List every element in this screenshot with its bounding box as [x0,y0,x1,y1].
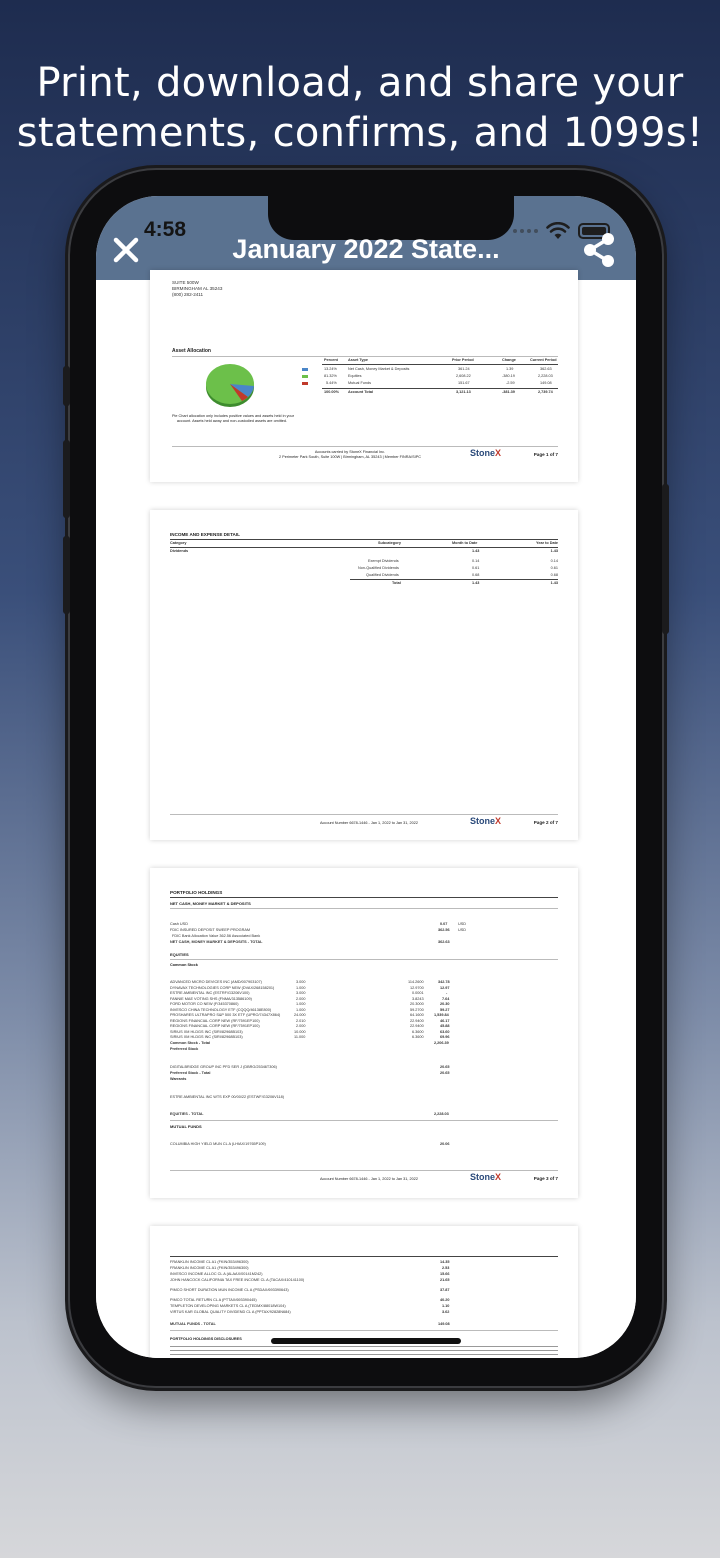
stonex-logo: StoneX [470,1172,502,1182]
allocation-row: 81.32% Equities 2,608.22 -380.19 2,228.03 [298,374,558,380]
stock-row: INVESCO CHINA TECHNOLOGY ETF (CQQQ/46138E800) 1.000 59.2700 59.27 [170,1007,450,1012]
cash-row: Cash USD 0.07 USD [170,922,467,926]
fund-row: PIMCO SHORT DURATION MUN INCOME CL A (PSDAX/693390643) 37.87 [170,1288,450,1292]
status-time: 4:58 [144,218,187,241]
page-3-footer: Account Number 6678-1446 - Jan 1, 2022 to Jan 31, 2022 [320,1177,418,1181]
page-number: Page 1 of 7 [533,452,558,457]
income-category-row: Dividends 1.43 1.43 [170,549,558,553]
asset-allocation-pie-chart [204,362,256,408]
pie-note: Pie Chart allocation only includes positive values and assets held in your account. Assets held away and non-custodied assets are omitted. [172,414,294,423]
income-total-row: Total 1.43 1.43 [392,581,558,585]
close-icon[interactable] [110,234,142,266]
preferred-total-row: Preferred Stock - Total 20.65 [170,1071,450,1075]
mutual-fund-row: COLUMBIA HIGH YIELD MUN CL A (LHIAX/19765P109) 20.06 [170,1142,450,1146]
navigation-bar [96,196,636,280]
cash-total-row: NET CASH, MONEY MARKET & DEPOSITS - TOTAL 362.63 [170,940,450,944]
headline-line-1: Print, download, and share your [36,60,684,106]
silent-switch [63,366,70,406]
page-2-footer: Account Number 6678-1446 - Jan 1, 2022 to Jan 31, 2022 [320,821,418,825]
stock-row: PROSHARES ULTRAPRO S&P 500 3X ETF (UPRO/74347X864) 24.000 64.1600 1,539.84 [170,1013,449,1017]
fund-row: FRANKLIN INCOME CL A1 (FKIN/353496300) 2.53 [170,1266,450,1270]
volume-up-button [63,440,70,518]
portfolio-holdings-title: PORTFOLIO HOLDINGS [170,890,223,895]
pdf-viewer[interactable] [96,280,636,1358]
stock-row: ADVANCED MICRO DEVICES INC (AMD/007903107) 3.000 114.2600 342.78 [170,980,450,984]
headline [0,58,720,158]
cash-row: FDIC Bank Allocation Value 362.56 Associated Bank [172,934,261,938]
allocation-row: 5.44% Mutual Funds 151.67 -2.59 149.08 [298,381,558,387]
home-indicator[interactable] [271,1338,461,1344]
common-stock-title: Common Stock [170,963,198,967]
share-icon[interactable] [582,232,616,268]
statement-page-2 [150,510,578,840]
address-block: SUITE 500W BIRMINGHAM AL 35243 (800) 282-2411 [172,280,223,297]
fund-row: INVESCO INCOME ALLOC CL A (ALAAX/00141M242) 15.66 [170,1272,450,1276]
volume-down-button [63,536,70,614]
cellular-signal-icon [513,229,538,233]
preferred-label: Preferred Stock [170,1047,199,1051]
cash-section-title: NET CASH, MONEY MARKET & DEPOSITS [170,901,251,906]
power-button [662,484,669,634]
cash-row: FDIC INSURED DEPOSIT SWEEP PROGRAM 362.56 USD [170,928,467,932]
stock-row: SIRIUS XM HLDGS INC (SIRI/82968B103) 11.000 6.3600 69.96 [170,1035,450,1039]
headline-line-2: statements, confirms, and 1099s! [16,110,704,156]
stonex-logo: StoneX [470,448,502,458]
stock-row: FANNIE MAE VOTING SHS (FNMA/313586109) 2.000 3.8243 7.64 [170,996,450,1001]
statement-title: January 2022 State... [232,234,500,264]
fund-row: JOHN HANCOCK CALIFORNIA TAX FREE INCOME CL A (TACAX/410141100) 21.65 [170,1278,450,1282]
fund-row: PIMCO TOTAL RETURN CL A (PTTAX/693390445) 40.20 [170,1298,450,1302]
income-row: Qualified Dividends 0.68 0.68 [366,573,558,577]
stock-row: FORD MOTOR CO NEW (F/345370860) 1.000 20.3000 20.30 [170,1002,450,1006]
statement-page-3 [150,868,578,1198]
allocation-row: 13.24% Net Cash, Money Market & Deposits 361.24 1.39 362.63 [298,367,558,373]
stock-row: SIRIUS XM HLDGS INC (SIRI/82968B103) 10.000 6.3600 63.60 [170,1029,450,1034]
income-table-header: Category Subcategory Month to Date Year to Date [170,541,558,545]
page-number: Page 2 of 7 [533,820,558,825]
stock-row: DYNAVAX TECHNOLOGIES CORP NEW (DVAX/268158201) 1.000 12.9700 12.97 [170,985,450,990]
fund-row: VIRTUS KAR GLOBAL QUALITY DIVIDEND CL A (PPTAX/92828N684) 3.62 [170,1310,450,1314]
stonex-logo: StoneX [470,816,502,826]
equities-section-title: EQUITIES [170,952,189,957]
mutual-funds-title: MUTUAL FUNDS [170,1124,202,1129]
asset-allocation-title: Asset Allocation [172,348,211,354]
page-number: Page 3 of 7 [533,1176,558,1181]
fund-row: TEMPLETON DEVELOPING MARKETS CL A (TEDMX/88018W104) 1.10 [170,1304,450,1308]
stock-row: REGIONS FINANCIAL CORP NEW (RF/7591EP100) 2.000 22.9400 45.88 [170,1024,450,1028]
statement-page-1: SUITE 500W BIRMINGHAM AL 35243 (800) 282-2411 Asset Allocation Pie Chart allocation only includes positive values and assets held in your account. Assets held away and non-custodied assets are omitted. Percent Asset Type Prior Period Change Current Period 13.24% Net Cash, Money Market & Deposits 361.24 1.39 362.63 81.32% Equities 2,608.22 -380.19 2,228.03 5.44% Mutual Funds 151.67 -2.59 149.08 100.00% Account Total 3,121.13 -381.39 2,739.74 Accounts carried by StoneX Financial Inc. 2 Perimeter Park South, Suite 100W | Birmingham, AL 35243 | Member FINRA/SIPC StoneX Page 1 of 7 [150,270,578,482]
income-row: Exempt Dividends 0.14 0.14 [368,559,558,563]
preferred-row: DIGITALBRIDGE GROUP INC PFD SER J (DBRG/25346T306) 20.65 [170,1065,450,1069]
income-expense-title: INCOME AND EXPENSE DETAIL [170,532,240,537]
page-1-footer: Accounts carried by StoneX Financial Inc. 2 Perimeter Park South, Suite 100W | Birmingham, AL 35243 | Member FINRA/SIPC [279,450,421,459]
stock-row: ESTRE AMBIENTAL INC (ESTRF/G3206V100) 3.000 0.0001 - [170,991,448,995]
phone-screen [96,196,636,1358]
allocation-total-row: 100.00% Account Total 3,121.13 -381.39 2,739.74 [324,390,553,394]
warrant-row: ESTRE AMBIENTAL INC WTS EXP 00/00/22 (ESTWF/G3206V118) [170,1095,285,1099]
disclosures-title: PORTFOLIO HOLDINGS DISCLOSURES [170,1337,242,1341]
fund-row: FRANKLIN INCOME CL A1 (FKIN/353496300) 14.35 [170,1260,450,1264]
warrants-label: Warrants [170,1077,187,1081]
income-row: Non-Qualified Dividends 0.61 0.61 [358,566,558,570]
equities-total-row: EQUITIES - TOTAL 2,228.03 [170,1112,449,1116]
mutual-funds-total-row: MUTUAL FUNDS - TOTAL 149.08 [170,1322,450,1326]
stock-row: REGIONS FINANCIAL CORP NEW (RF/7591EP100) 2.010 22.9400 46.17 [170,1018,450,1023]
common-stock-total-row: Common Stock - Total 2,206.39 [170,1041,449,1045]
